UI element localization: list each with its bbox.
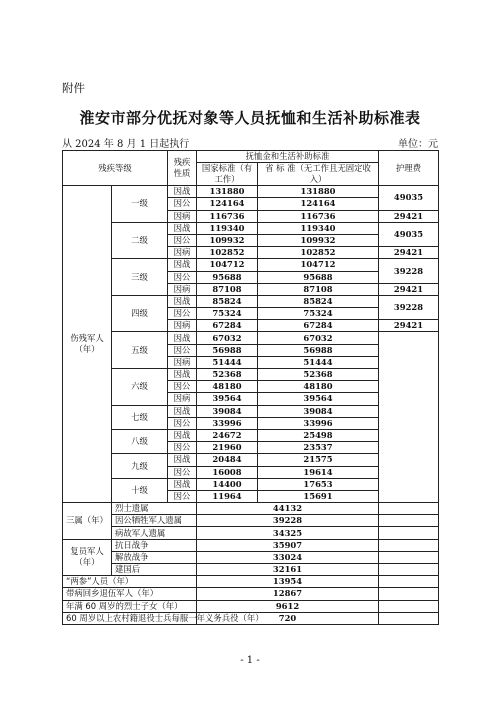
provincial-standard-cell: 131880 [258,186,379,198]
category-label-cell: 抗日战争 [112,539,197,551]
amount-cell: 9612 [197,600,379,612]
header-disability-nature: 残疾性质 [168,151,197,186]
national-standard-cell: 116736 [197,210,258,222]
nursing-fee-cell: 29421 [379,210,439,222]
amount-cell: 720 [197,612,379,624]
category-label-cell: 因公牺牲军人遗属 [112,515,197,527]
disability-nature-cell: 因公 [168,381,197,393]
disability-nature-cell: 因病 [168,247,197,259]
national-standard-cell: 109932 [197,234,258,246]
disability-nature-cell: 因公 [168,490,197,502]
disability-level-cell: 十级 [112,478,168,502]
disability-nature-cell: 因战 [168,222,197,234]
disability-nature-cell: 因战 [168,259,197,271]
disability-nature-cell: 因公 [168,442,197,454]
group-disabled-soldiers: 伤残军人（年） [63,186,112,503]
national-standard-cell: 67032 [197,332,258,344]
header-national: 国家标准（有工作） [197,163,258,186]
empty-cell [379,539,439,551]
disability-nature-cell: 因病 [168,283,197,295]
empty-cell [379,527,439,539]
header-disability-level: 残疾等级 [63,151,168,186]
national-standard-cell: 67284 [197,320,258,332]
table-row [63,551,439,563]
nursing-fee-cell: 29421 [379,283,439,295]
group-veterans: 复员军人（年） [63,539,112,576]
nursing-fee-cell: 49035 [379,186,439,210]
disability-level-cell: 三级 [112,259,168,296]
standards-table [62,150,439,625]
table-row [63,600,439,612]
disability-nature-cell: 因公 [168,344,197,356]
amount-cell: 39228 [197,515,379,527]
disability-nature-cell: 因公 [168,234,197,246]
category-label-cell: 建国后 [112,564,197,576]
disability-nature-cell: 因病 [168,356,197,368]
provincial-standard-cell: 109932 [258,234,379,246]
category-label-cell: “两参”人员（年） [63,576,197,588]
provincial-standard-cell: 87108 [258,283,379,295]
disability-nature-cell: 因战 [168,186,197,198]
header-nursing: 护理费 [379,151,439,186]
disability-level-cell: 五级 [112,332,168,369]
provincial-standard-cell: 52368 [258,369,379,381]
unit-label: 单位：元 [398,139,438,150]
empty-cell [379,503,439,515]
disability-level-cell: 四级 [112,295,168,332]
national-standard-cell: 75324 [197,308,258,320]
provincial-standard-cell: 67032 [258,332,379,344]
provincial-standard-cell: 104712 [258,259,379,271]
provincial-standard-cell: 124164 [258,198,379,210]
nursing-fee-cell: 29421 [379,247,439,259]
national-standard-cell: 20484 [197,454,258,466]
category-label-cell: 烈士遗属 [112,503,197,515]
empty-cell [379,600,439,612]
disability-level-cell: 八级 [112,429,168,453]
disability-nature-cell: 因战 [168,478,197,490]
national-standard-cell: 14400 [197,478,258,490]
table-row [63,576,439,588]
nursing-fee-cell: 39228 [379,259,439,283]
national-standard-cell: 87108 [197,283,258,295]
amount-cell: 35907 [197,539,379,551]
disability-nature-cell: 因战 [168,332,197,344]
provincial-standard-cell: 19614 [258,466,379,478]
empty-cell [379,612,439,624]
disability-nature-cell: 因公 [168,308,197,320]
category-label-cell: 病故军人遗属 [112,527,197,539]
disability-level-cell: 一级 [112,186,168,223]
disability-nature-cell: 因战 [168,405,197,417]
empty-cell [379,551,439,563]
category-label-cell: 60 周岁以上农村籍退役士兵每服一年义务兵役（年） [63,612,197,624]
provincial-standard-cell: 21575 [258,454,379,466]
national-standard-cell: 95688 [197,271,258,283]
national-standard-cell: 21960 [197,442,258,454]
nursing-empty-cell [379,332,439,503]
national-standard-cell: 39564 [197,393,258,405]
national-standard-cell: 85824 [197,295,258,307]
table-row [63,295,439,307]
provincial-standard-cell: 119340 [258,222,379,234]
national-standard-cell: 48180 [197,381,258,393]
table-row [63,151,439,163]
national-standard-cell: 24672 [197,429,258,441]
provincial-standard-cell: 33996 [258,417,379,429]
national-standard-cell: 16008 [197,466,258,478]
empty-cell [379,564,439,576]
amount-cell: 44132 [197,503,379,515]
disability-nature-cell: 因战 [168,454,197,466]
empty-cell [379,576,439,588]
national-standard-cell: 11964 [197,490,258,502]
table-row [63,564,439,576]
national-standard-cell: 102852 [197,247,258,259]
table-row [63,515,439,527]
nursing-fee-cell: 29421 [379,320,439,332]
header-provincial: 省 标 准（无工作且无固定收入） [258,163,379,186]
national-standard-cell: 51444 [197,356,258,368]
table-row [63,332,439,344]
national-standard-cell: 124164 [197,198,258,210]
national-standard-cell: 131880 [197,186,258,198]
page-number: - 1 - [240,655,260,666]
disability-nature-cell: 因战 [168,295,197,307]
provincial-standard-cell: 25498 [258,429,379,441]
disability-nature-cell: 因病 [168,210,197,222]
national-standard-cell: 56988 [197,344,258,356]
category-label-cell: 带病回乡退伍军人（年） [63,588,197,600]
nursing-fee-cell: 39228 [379,295,439,319]
provincial-standard-cell: 116736 [258,210,379,222]
provincial-standard-cell: 67284 [258,320,379,332]
category-label-cell: 解放战争 [112,551,197,563]
empty-cell [379,588,439,600]
disability-level-cell: 二级 [112,222,168,259]
provincial-standard-cell: 23537 [258,442,379,454]
category-label-cell: 年满 60 周岁的烈士子女（年） [63,600,197,612]
table-row [63,588,439,600]
table-row [63,612,439,624]
provincial-standard-cell: 48180 [258,381,379,393]
table-row [63,259,439,271]
table-row [63,527,439,539]
provincial-standard-cell: 17653 [258,478,379,490]
attachment-label: 附件 [62,81,85,95]
amount-cell: 33024 [197,551,379,563]
provincial-standard-cell: 75324 [258,308,379,320]
provincial-standard-cell: 56988 [258,344,379,356]
header-pension-group: 抚恤金和生活补助标准 [197,151,379,163]
meta-line [62,135,438,150]
nursing-fee-cell: 49035 [379,222,439,246]
provincial-standard-cell: 39564 [258,393,379,405]
table-row [63,503,439,515]
provincial-standard-cell: 51444 [258,356,379,368]
empty-cell [379,515,439,527]
provincial-standard-cell: 95688 [258,271,379,283]
disability-nature-cell: 因战 [168,369,197,381]
amount-cell: 13954 [197,576,379,588]
national-standard-cell: 119340 [197,222,258,234]
group-families: 三属（年） [63,503,112,540]
disability-nature-cell: 因病 [168,393,197,405]
table-row [63,539,439,551]
amount-cell: 32161 [197,564,379,576]
disability-nature-cell: 因病 [168,320,197,332]
disability-nature-cell: 因公 [168,417,197,429]
national-standard-cell: 52368 [197,369,258,381]
effective-date: 从 2024 年 8 月 1 日起执行 [62,139,190,150]
amount-cell: 12867 [197,588,379,600]
disability-level-cell: 九级 [112,454,168,478]
disability-nature-cell: 因战 [168,429,197,441]
provincial-standard-cell: 85824 [258,295,379,307]
table-row [63,186,439,198]
national-standard-cell: 104712 [197,259,258,271]
document-title: 淮安市部分优抚对象等人员抚恤和生活补助标准表 [79,109,421,127]
disability-level-cell: 六级 [112,369,168,406]
amount-cell: 34325 [197,527,379,539]
provincial-standard-cell: 102852 [258,247,379,259]
table-row [63,222,439,234]
provincial-standard-cell: 15691 [258,490,379,502]
national-standard-cell: 33996 [197,417,258,429]
disability-level-cell: 七级 [112,405,168,429]
national-standard-cell: 39084 [197,405,258,417]
disability-nature-cell: 因公 [168,466,197,478]
disability-nature-cell: 因公 [168,271,197,283]
provincial-standard-cell: 39084 [258,405,379,417]
disability-nature-cell: 因公 [168,198,197,210]
